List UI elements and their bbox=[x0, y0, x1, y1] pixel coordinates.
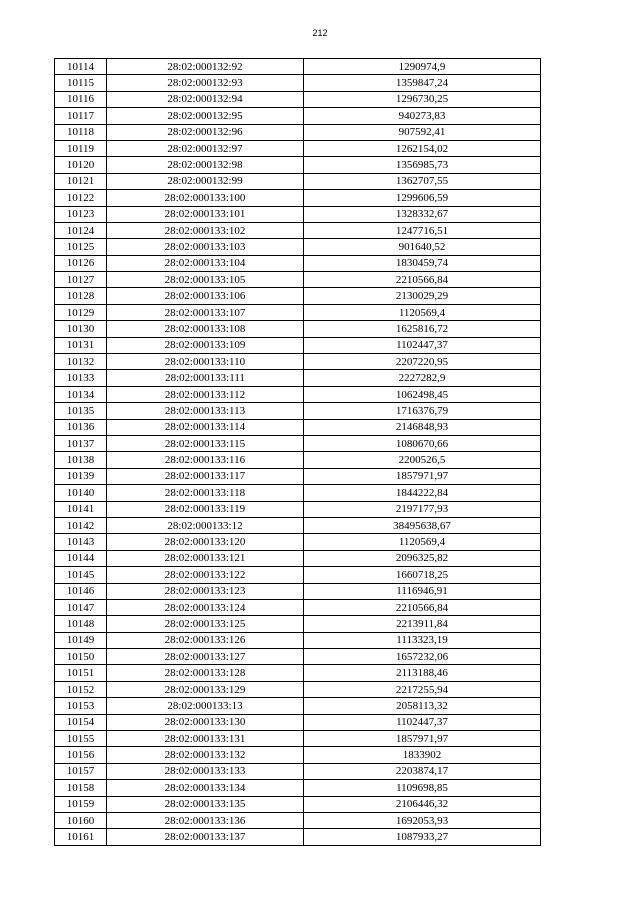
cadastral-number-cell: 28:02:000133:134 bbox=[107, 780, 304, 796]
cadastral-value-cell: 1247716,51 bbox=[304, 222, 541, 238]
row-number-cell: 10134 bbox=[55, 386, 107, 402]
cadastral-number-cell: 28:02:000132:95 bbox=[107, 108, 304, 124]
cadastral-value-cell: 1692053,93 bbox=[304, 812, 541, 828]
row-number-cell: 10160 bbox=[55, 812, 107, 828]
table-row bbox=[55, 812, 541, 828]
table-row bbox=[55, 763, 541, 779]
table-row bbox=[55, 222, 541, 238]
table-row bbox=[55, 140, 541, 156]
cadastral-value-table bbox=[54, 58, 541, 846]
cadastral-value-cell: 1102447,37 bbox=[304, 337, 541, 353]
row-number-cell: 10122 bbox=[55, 190, 107, 206]
row-number-cell: 10152 bbox=[55, 681, 107, 697]
cadastral-value-cell: 1857971,97 bbox=[304, 731, 541, 747]
row-number-cell: 10155 bbox=[55, 731, 107, 747]
cadastral-value-cell: 2200526,5 bbox=[304, 452, 541, 468]
cadastral-number-cell: 28:02:000133:119 bbox=[107, 501, 304, 517]
row-number-cell: 10132 bbox=[55, 354, 107, 370]
cadastral-value-cell: 901640,52 bbox=[304, 239, 541, 255]
table-row bbox=[55, 599, 541, 615]
cadastral-value-cell: 1657232,06 bbox=[304, 649, 541, 665]
row-number-cell: 10151 bbox=[55, 665, 107, 681]
cadastral-number-cell: 28:02:000133:112 bbox=[107, 386, 304, 402]
table-row bbox=[55, 321, 541, 337]
cadastral-value-cell: 1625816,72 bbox=[304, 321, 541, 337]
cadastral-value-cell: 2217255,94 bbox=[304, 681, 541, 697]
row-number-cell: 10136 bbox=[55, 419, 107, 435]
table-row bbox=[55, 583, 541, 599]
cadastral-value-cell: 1716376,79 bbox=[304, 403, 541, 419]
table-row bbox=[55, 517, 541, 533]
table-row bbox=[55, 780, 541, 796]
cadastral-number-cell: 28:02:000133:131 bbox=[107, 731, 304, 747]
row-number-cell: 10123 bbox=[55, 206, 107, 222]
cadastral-value-cell: 1080670,66 bbox=[304, 435, 541, 451]
cadastral-number-cell: 28:02:000132:92 bbox=[107, 59, 304, 75]
cadastral-number-cell: 28:02:000133:136 bbox=[107, 812, 304, 828]
row-number-cell: 10129 bbox=[55, 304, 107, 320]
table-row bbox=[55, 501, 541, 517]
cadastral-value-cell: 1290974,9 bbox=[304, 59, 541, 75]
table-row bbox=[55, 157, 541, 173]
cadastral-value-cell: 2197177,93 bbox=[304, 501, 541, 517]
table-row bbox=[55, 190, 541, 206]
table-row bbox=[55, 304, 541, 320]
row-number-cell: 10158 bbox=[55, 780, 107, 796]
table-row bbox=[55, 714, 541, 730]
cadastral-value-cell: 38495638,67 bbox=[304, 517, 541, 533]
cadastral-value-cell: 2227282,9 bbox=[304, 370, 541, 386]
row-number-cell: 10145 bbox=[55, 567, 107, 583]
table-row bbox=[55, 550, 541, 566]
cadastral-value-cell: 1299606,59 bbox=[304, 190, 541, 206]
table-row bbox=[55, 829, 541, 845]
cadastral-number-cell: 28:02:000133:126 bbox=[107, 632, 304, 648]
row-number-cell: 10141 bbox=[55, 501, 107, 517]
table-row bbox=[55, 468, 541, 484]
row-number-cell: 10143 bbox=[55, 534, 107, 550]
cadastral-number-cell: 28:02:000133:128 bbox=[107, 665, 304, 681]
cadastral-value-cell: 2130029,29 bbox=[304, 288, 541, 304]
row-number-cell: 10157 bbox=[55, 763, 107, 779]
cadastral-number-cell: 28:02:000133:106 bbox=[107, 288, 304, 304]
cadastral-number-cell: 28:02:000133:12 bbox=[107, 517, 304, 533]
cadastral-number-cell: 28:02:000132:94 bbox=[107, 91, 304, 107]
table-row bbox=[55, 173, 541, 189]
table-row bbox=[55, 91, 541, 107]
table-row bbox=[55, 419, 541, 435]
cadastral-number-cell: 28:02:000133:123 bbox=[107, 583, 304, 599]
cadastral-number-cell: 28:02:000132:98 bbox=[107, 157, 304, 173]
cadastral-number-cell: 28:02:000133:127 bbox=[107, 649, 304, 665]
row-number-cell: 10159 bbox=[55, 796, 107, 812]
cadastral-value-cell: 1328332,67 bbox=[304, 206, 541, 222]
cadastral-value-cell: 1116946,91 bbox=[304, 583, 541, 599]
cadastral-value-cell: 1120569,4 bbox=[304, 534, 541, 550]
cadastral-number-cell: 28:02:000133:100 bbox=[107, 190, 304, 206]
cadastral-number-cell: 28:02:000133:105 bbox=[107, 272, 304, 288]
row-number-cell: 10127 bbox=[55, 272, 107, 288]
table-row bbox=[55, 386, 541, 402]
cadastral-value-cell: 907592,41 bbox=[304, 124, 541, 140]
row-number-cell: 10115 bbox=[55, 75, 107, 91]
cadastral-value-cell: 2058113,32 bbox=[304, 698, 541, 714]
cadastral-number-cell: 28:02:000133:121 bbox=[107, 550, 304, 566]
row-number-cell: 10118 bbox=[55, 124, 107, 140]
cadastral-value-cell: 1296730,25 bbox=[304, 91, 541, 107]
cadastral-number-cell: 28:02:000133:104 bbox=[107, 255, 304, 271]
row-number-cell: 10153 bbox=[55, 698, 107, 714]
table-row bbox=[55, 485, 541, 501]
cadastral-value-cell: 1087933,27 bbox=[304, 829, 541, 845]
cadastral-value-cell: 2210566,84 bbox=[304, 272, 541, 288]
cadastral-number-cell: 28:02:000133:118 bbox=[107, 485, 304, 501]
row-number-cell: 10147 bbox=[55, 599, 107, 615]
table-row bbox=[55, 796, 541, 812]
row-number-cell: 10120 bbox=[55, 157, 107, 173]
table-row bbox=[55, 288, 541, 304]
cadastral-value-cell: 1109698,85 bbox=[304, 780, 541, 796]
row-number-cell: 10148 bbox=[55, 616, 107, 632]
cadastral-number-cell: 28:02:000133:111 bbox=[107, 370, 304, 386]
cadastral-number-cell: 28:02:000133:107 bbox=[107, 304, 304, 320]
row-number-cell: 10126 bbox=[55, 255, 107, 271]
cadastral-value-cell: 2113188,46 bbox=[304, 665, 541, 681]
cadastral-value-cell: 1113323,19 bbox=[304, 632, 541, 648]
cadastral-value-cell: 2203874,17 bbox=[304, 763, 541, 779]
row-number-cell: 10135 bbox=[55, 403, 107, 419]
row-number-cell: 10139 bbox=[55, 468, 107, 484]
cadastral-number-cell: 28:02:000133:137 bbox=[107, 829, 304, 845]
cadastral-number-cell: 28:02:000132:97 bbox=[107, 140, 304, 156]
cadastral-value-cell: 1833902 bbox=[304, 747, 541, 763]
row-number-cell: 10138 bbox=[55, 452, 107, 468]
cadastral-value-cell: 2106446,32 bbox=[304, 796, 541, 812]
table-row bbox=[55, 59, 541, 75]
cadastral-value-cell: 2096325,82 bbox=[304, 550, 541, 566]
cadastral-number-cell: 28:02:000133:129 bbox=[107, 681, 304, 697]
table-row bbox=[55, 337, 541, 353]
cadastral-value-cell: 2207220,95 bbox=[304, 354, 541, 370]
table-row bbox=[55, 665, 541, 681]
row-number-cell: 10137 bbox=[55, 435, 107, 451]
table-row bbox=[55, 567, 541, 583]
cadastral-value-cell: 940273,83 bbox=[304, 108, 541, 124]
table-row bbox=[55, 354, 541, 370]
row-number-cell: 10140 bbox=[55, 485, 107, 501]
table-row bbox=[55, 698, 541, 714]
row-number-cell: 10131 bbox=[55, 337, 107, 353]
table-row bbox=[55, 272, 541, 288]
row-number-cell: 10156 bbox=[55, 747, 107, 763]
table-row bbox=[55, 75, 541, 91]
table-row bbox=[55, 435, 541, 451]
cadastral-value-cell: 1120569,4 bbox=[304, 304, 541, 320]
table-row bbox=[55, 681, 541, 697]
cadastral-value-cell: 1262154,02 bbox=[304, 140, 541, 156]
cadastral-value-cell: 1362707,55 bbox=[304, 173, 541, 189]
cadastral-value-cell: 1359847,24 bbox=[304, 75, 541, 91]
table-row bbox=[55, 403, 541, 419]
table-row bbox=[55, 731, 541, 747]
table-row bbox=[55, 255, 541, 271]
cadastral-value-cell: 1844222,84 bbox=[304, 485, 541, 501]
cadastral-number-cell: 28:02:000133:110 bbox=[107, 354, 304, 370]
table-body bbox=[55, 59, 541, 846]
table-row bbox=[55, 206, 541, 222]
cadastral-number-cell: 28:02:000133:135 bbox=[107, 796, 304, 812]
cadastral-number-cell: 28:02:000133:102 bbox=[107, 222, 304, 238]
cadastral-number-cell: 28:02:000133:124 bbox=[107, 599, 304, 615]
table-row bbox=[55, 452, 541, 468]
cadastral-number-cell: 28:02:000133:120 bbox=[107, 534, 304, 550]
cadastral-value-cell: 2210566,84 bbox=[304, 599, 541, 615]
row-number-cell: 10117 bbox=[55, 108, 107, 124]
row-number-cell: 10116 bbox=[55, 91, 107, 107]
table-row bbox=[55, 124, 541, 140]
cadastral-value-cell: 2146848,93 bbox=[304, 419, 541, 435]
cadastral-number-cell: 28:02:000133:125 bbox=[107, 616, 304, 632]
cadastral-value-cell: 1857971,97 bbox=[304, 468, 541, 484]
row-number-cell: 10149 bbox=[55, 632, 107, 648]
row-number-cell: 10154 bbox=[55, 714, 107, 730]
cadastral-value-cell: 1830459,74 bbox=[304, 255, 541, 271]
cadastral-number-cell: 28:02:000132:93 bbox=[107, 75, 304, 91]
cadastral-number-cell: 28:02:000133:13 bbox=[107, 698, 304, 714]
row-number-cell: 10130 bbox=[55, 321, 107, 337]
cadastral-number-cell: 28:02:000133:132 bbox=[107, 747, 304, 763]
table-row bbox=[55, 534, 541, 550]
cadastral-value-cell: 1660718,25 bbox=[304, 567, 541, 583]
cadastral-number-cell: 28:02:000132:99 bbox=[107, 173, 304, 189]
cadastral-number-cell: 28:02:000133:130 bbox=[107, 714, 304, 730]
cadastral-number-cell: 28:02:000133:103 bbox=[107, 239, 304, 255]
cadastral-number-cell: 28:02:000133:117 bbox=[107, 468, 304, 484]
cadastral-number-cell: 28:02:000133:122 bbox=[107, 567, 304, 583]
cadastral-number-cell: 28:02:000133:113 bbox=[107, 403, 304, 419]
cadastral-value-cell: 1102447,37 bbox=[304, 714, 541, 730]
table-row bbox=[55, 108, 541, 124]
cadastral-value-cell: 2213911,84 bbox=[304, 616, 541, 632]
row-number-cell: 10119 bbox=[55, 140, 107, 156]
row-number-cell: 10124 bbox=[55, 222, 107, 238]
row-number-cell: 10133 bbox=[55, 370, 107, 386]
row-number-cell: 10125 bbox=[55, 239, 107, 255]
cadastral-number-cell: 28:02:000133:116 bbox=[107, 452, 304, 468]
cadastral-value-cell: 1356985,73 bbox=[304, 157, 541, 173]
cadastral-number-cell: 28:02:000133:109 bbox=[107, 337, 304, 353]
table-row bbox=[55, 649, 541, 665]
cadastral-number-cell: 28:02:000133:115 bbox=[107, 435, 304, 451]
cadastral-number-cell: 28:02:000133:133 bbox=[107, 763, 304, 779]
cadastral-number-cell: 28:02:000132:96 bbox=[107, 124, 304, 140]
row-number-cell: 10161 bbox=[55, 829, 107, 845]
table-row bbox=[55, 632, 541, 648]
cadastral-number-cell: 28:02:000133:108 bbox=[107, 321, 304, 337]
row-number-cell: 10144 bbox=[55, 550, 107, 566]
row-number-cell: 10142 bbox=[55, 517, 107, 533]
row-number-cell: 10150 bbox=[55, 649, 107, 665]
table-row bbox=[55, 370, 541, 386]
table-row bbox=[55, 747, 541, 763]
table-row bbox=[55, 616, 541, 632]
row-number-cell: 10121 bbox=[55, 173, 107, 189]
cadastral-number-cell: 28:02:000133:114 bbox=[107, 419, 304, 435]
cadastral-value-cell: 1062498,45 bbox=[304, 386, 541, 402]
cadastral-number-cell: 28:02:000133:101 bbox=[107, 206, 304, 222]
row-number-cell: 10146 bbox=[55, 583, 107, 599]
row-number-cell: 10114 bbox=[55, 59, 107, 75]
page-number: 212 bbox=[312, 28, 328, 38]
row-number-cell: 10128 bbox=[55, 288, 107, 304]
table-row bbox=[55, 239, 541, 255]
